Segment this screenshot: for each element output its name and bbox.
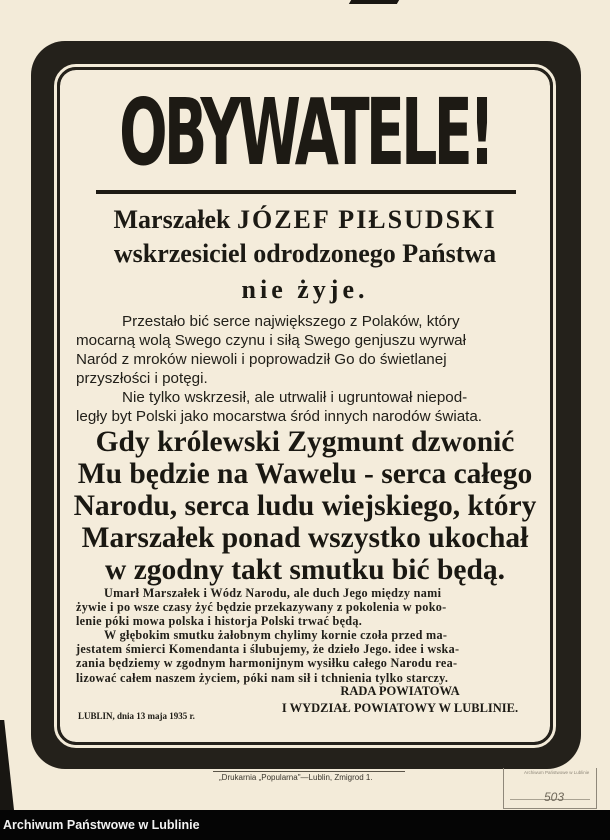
subtitle-line-2: wskrzesiciel odrodzonego Państwa (113, 239, 497, 268)
marshal-name: JÓZEF PIŁSUDSKI (236, 205, 497, 234)
archive-stamp (503, 768, 597, 809)
big-text-line: Gdy królewski Zygmunt dzwonić (95, 426, 515, 458)
paragraph-tribute (76, 312, 536, 426)
archive-footer-bar (0, 810, 610, 840)
title-marshal: Marszałek (113, 205, 231, 234)
headline-underline (96, 190, 516, 194)
printer-imprint: „Drukarnia „Popularna"—Lublin, Zmigrod 1. (213, 771, 405, 784)
text-line: Umarł Marszałek i Wódz Narodu, ale duch Jego między nami (104, 586, 442, 600)
subtitle-line-3: nie żyje. (241, 275, 369, 304)
text-line: W głębokim smutku żałobnym chylimy kornie czoła przed ma- (104, 628, 448, 642)
subtitle-line-1 (70, 204, 540, 236)
paragraph-vow (76, 628, 538, 685)
signature-line-2: I WYDZIAŁ POWIATOWY W LUBLINIE. (281, 701, 519, 715)
stamp-number: 503 (544, 790, 565, 804)
text-line: Nie tylko wskrzesił, ale utrwalił i ugruntował niepod- (122, 389, 468, 406)
text-line: jestatem śmierci Komendanta i ślubujemy, że dzieło Jego. idee i wska- (76, 642, 460, 657)
big-text-line: Mu będzie na Wawelu - serca całego (77, 458, 533, 490)
text-line: zania będziemy w zgodnym harmonijnym wysiłku całego Narodu rea- (76, 656, 458, 671)
text-line: Przestało bić serce największego z Polaków, który (122, 313, 460, 330)
text-line: legły byt Polski jako mocarstwa śród innych narodów świata. (76, 408, 483, 425)
big-text-line: Marszałek ponad wszystko ukochał (81, 522, 529, 554)
headline: OBYWATELE! (118, 79, 492, 186)
headline-container (60, 78, 550, 188)
archive-footer-label: Archiwum Państwowe w Lublinie (3, 818, 200, 832)
big-text-line: w zgodny takt smutku bić będą. (105, 554, 505, 586)
text-line: lizować całem naszem życiem, póki nam sił i tchnienia tylko starczy. (76, 670, 449, 685)
stamp-text: Archiwum Państwowe w Lublinie (524, 770, 590, 775)
text-line: lenie póki mowa polska i historja Polski trwać będą. (76, 614, 363, 629)
date-place: LUBLIN, dnia 13 maja 1935 r. (78, 711, 195, 721)
signature-line-1: RADA POWIATOWA (340, 684, 460, 698)
text-line: przyszłości i potęgi. (76, 370, 208, 387)
paper-tear (349, 0, 399, 4)
text-line: mocarną wolą Swego czynu i siłą Swego genjuszu wyrwał (76, 332, 466, 349)
text-line: żywie i po wsze czasy żyć będzie przekazywany z pokolenia w poko- (76, 600, 447, 615)
text-line: Naród z mroków niewoli i poprowadził Go do świetlanej (76, 351, 447, 368)
paragraph-spirit (76, 586, 538, 629)
big-text-line: Narodu, serca ludu wiejskiego, który (73, 490, 537, 522)
